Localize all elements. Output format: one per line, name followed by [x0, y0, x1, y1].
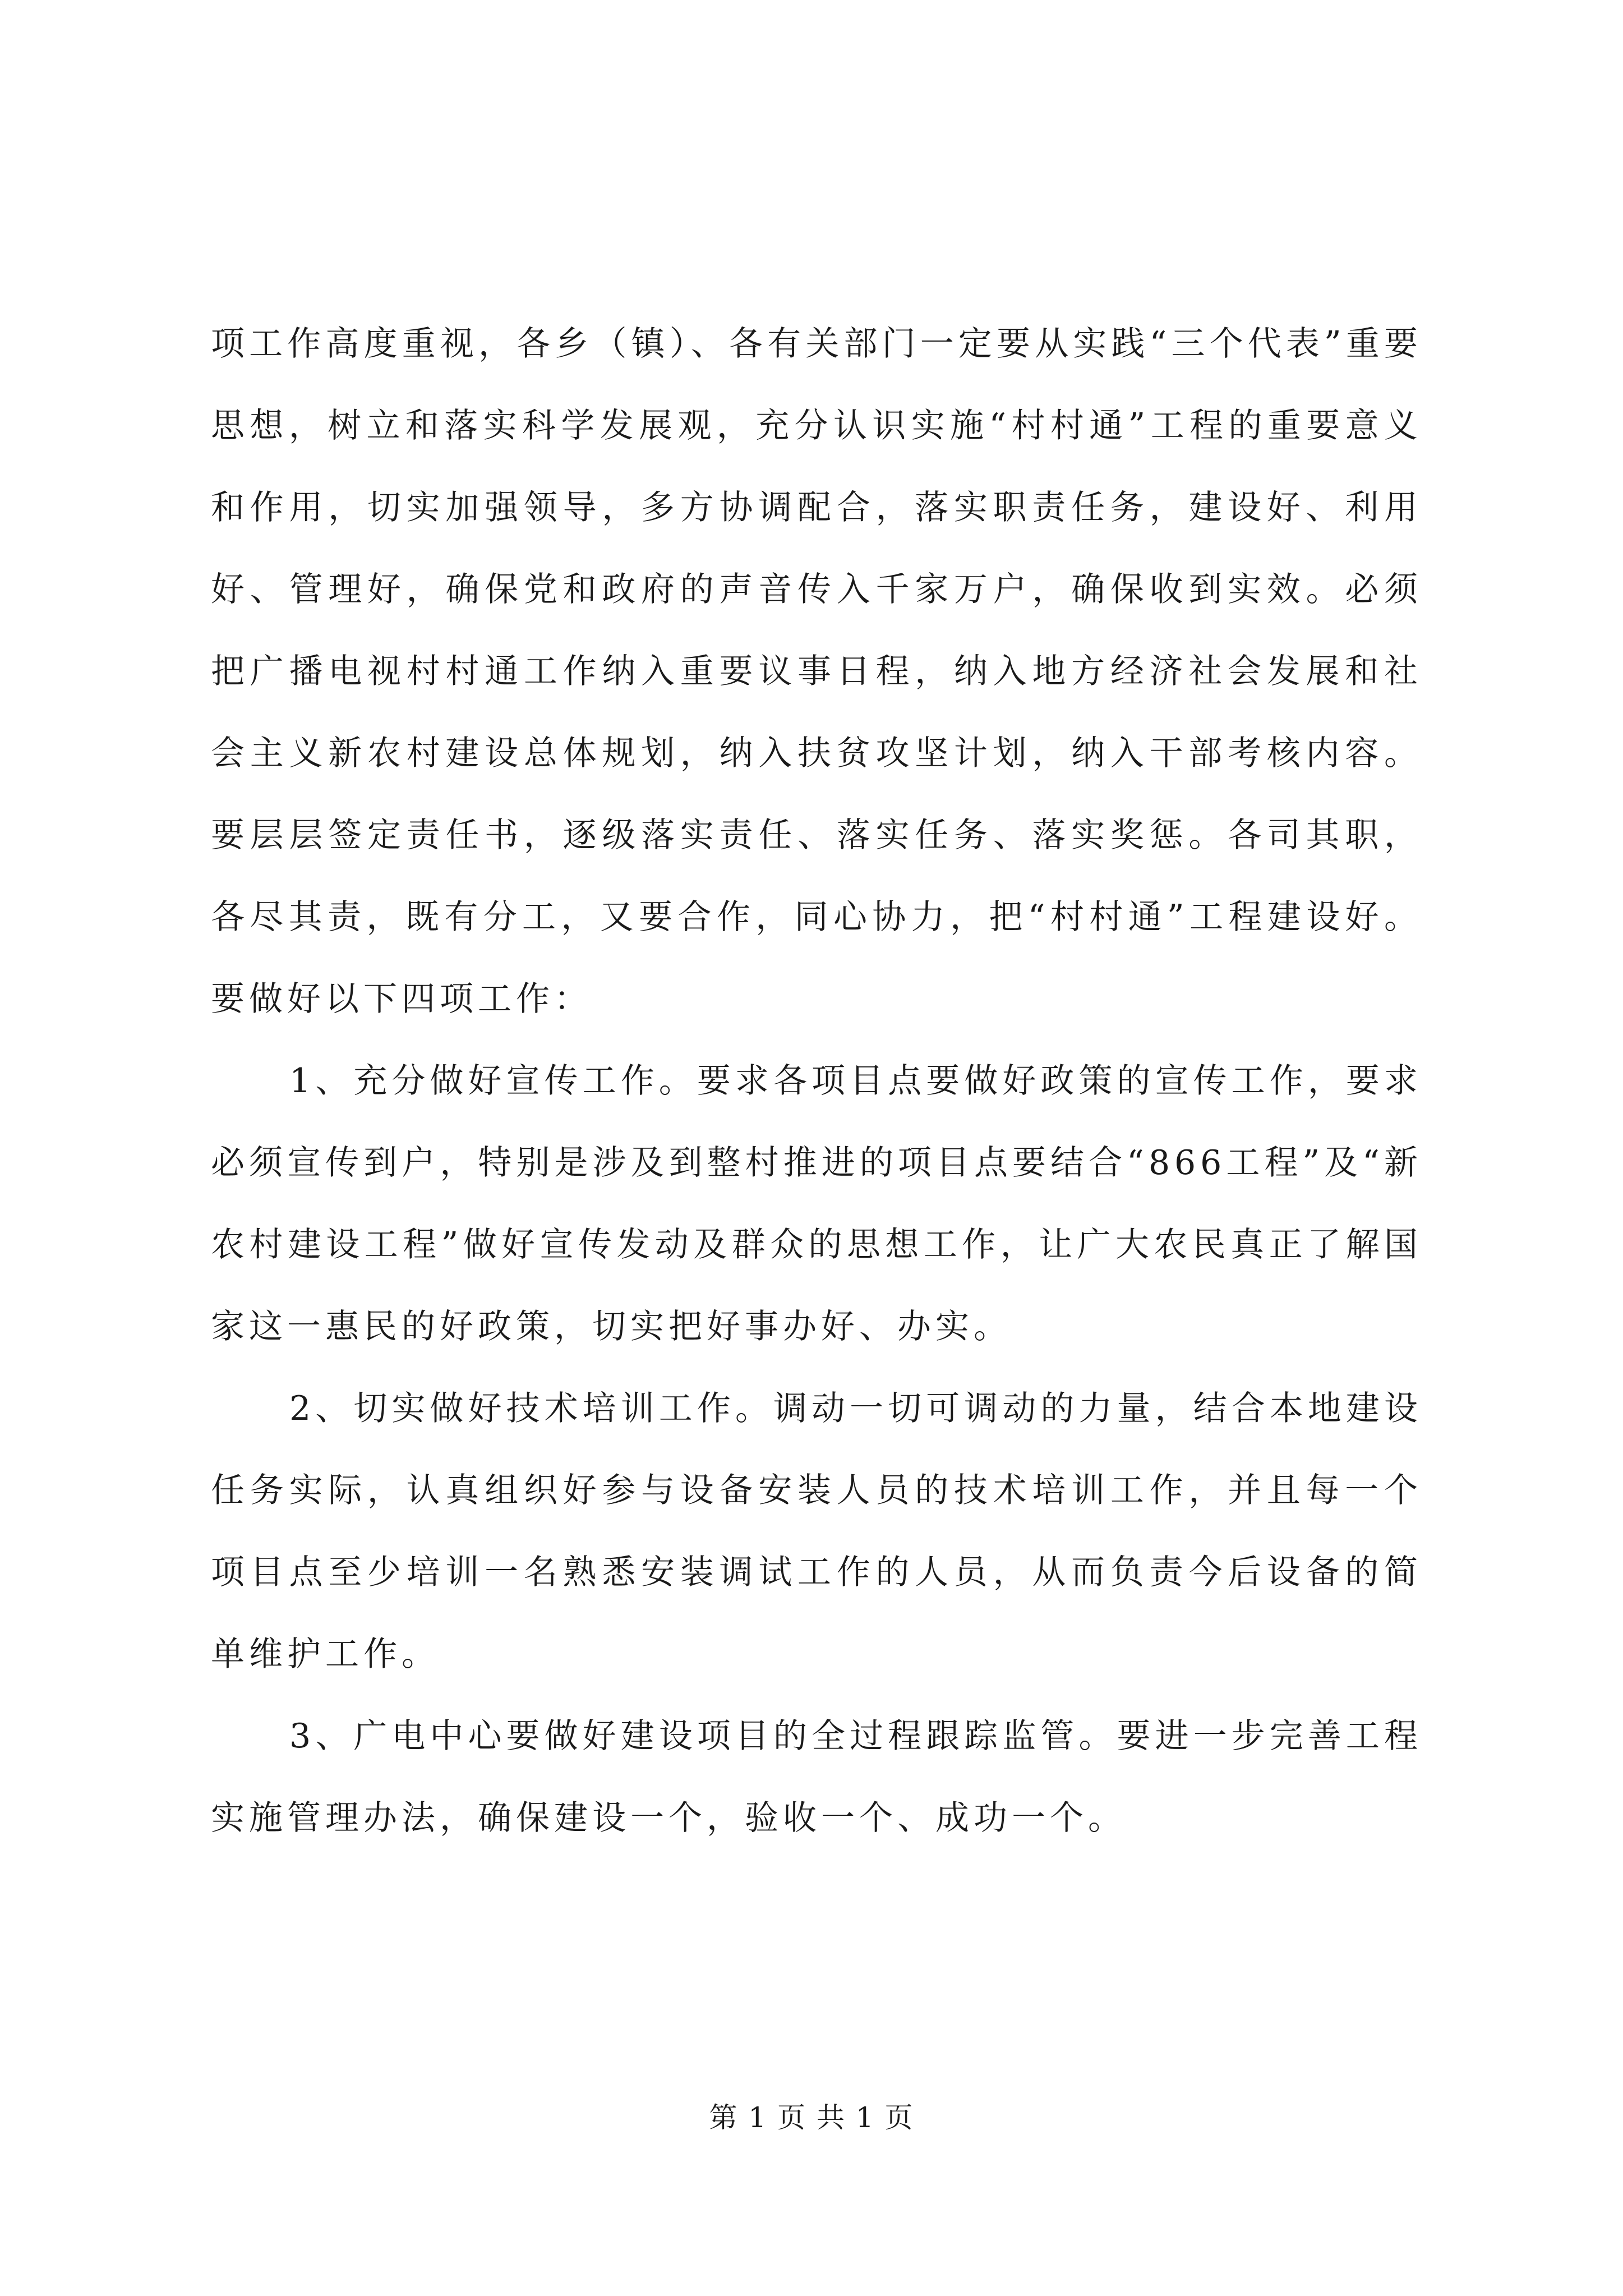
paragraph-intro: 项工作高度重视，各乡（镇）、各有关部门一定要从实践“三个代表”重要思想，树立和落实科学发展观，充分认识实施“村村通”工程的重要意义和作用，切实加强领导，多方协调配合，落实职责任务，建设好、利用好、管理好，确保党和政府的声音传入千家万户，确保收到实效。必须把广播电视村村通工作纳入重要议事日程，纳入地方经济社会发展和社会主义新农村建设总体规划，纳入扶贫攻坚计划，纳入干部考核内容。要层层签定责任书，逐级落实责任、落实任务、落实奖惩。各司其职，各尽其责，既有分工，又要合作，同心协力，把“村村通”工程建设好。要做好以下四项工作： — [211, 324, 1422, 1019]
document-body — [211, 303, 1422, 1859]
paragraph-item-2: 2、切实做好技术培训工作。调动一切可调动的力量，结合本地建设任务实际，认真组织好参与设备安装人员的技术培训工作，并且每一个项目点至少培训一名熟悉安装调试工作的人员，从而负责今后设备的简单维护工作。 — [211, 1389, 1422, 1674]
paragraph-item-3: 3、广电中心要做好建设项目的全过程跟踪监管。要进一步完善工程实施管理办法，确保建设一个，验收一个、成功一个。 — [211, 1717, 1422, 1838]
page-number-footer: 第 1 页 共 1 页 — [709, 2101, 914, 2134]
paragraph-item-1: 1、充分做好宣传工作。要求各项目点要做好政策的宣传工作，要求必须宣传到户，特别是涉及到整村推进的项目点要结合“866工程”及“新农村建设工程”做好宣传发动及群众的思想工作，让广大农民真正了解国家这一惠民的好政策，切实把好事办好、办实。 — [211, 1061, 1422, 1346]
